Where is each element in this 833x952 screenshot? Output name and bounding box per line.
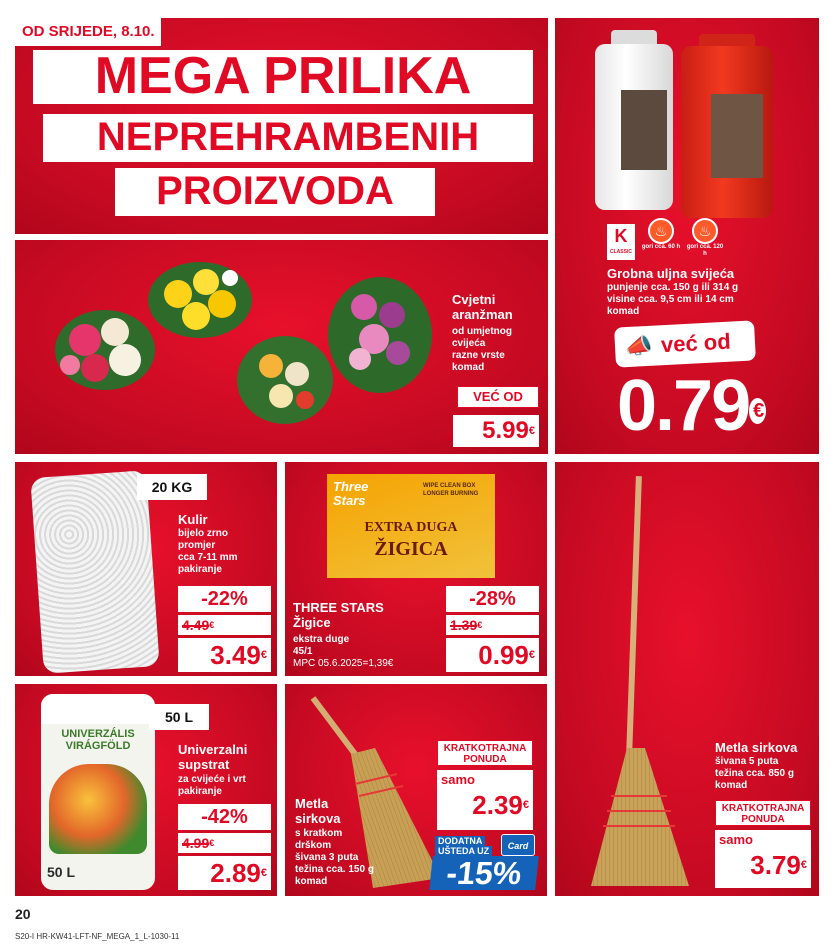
weight-badge: 20 KG (137, 474, 207, 500)
flowers-name: Cvjetni aranžman (452, 292, 513, 322)
candle-name: Grobna uljna svijeća (607, 266, 735, 281)
header-panel (15, 18, 548, 234)
headline-line1: MEGA PRILIKA (33, 50, 533, 104)
flowers-desc: od umjetnog cvijeća razne vrste komad (452, 326, 512, 373)
burn-time-badge-60: ♨ gori cca. 60 h (641, 218, 681, 260)
footer-code: S20-I HR-KW41-LFT-NF_MEGA_1_L-1030-11 (15, 932, 180, 941)
large-broom-price-box: samo 3.79€ (715, 830, 811, 888)
flower-arrangements-image (15, 240, 435, 454)
flame-icon: ♨ (692, 218, 718, 244)
large-broom-desc: šivana 5 puta težina cca. 850 g komad (715, 756, 794, 791)
gravel-price: 3.49€ (178, 638, 271, 672)
megaphone-icon: 📣 (624, 332, 654, 360)
matches-panel (285, 462, 547, 676)
soil-discount: -42% (178, 804, 271, 830)
page-number: 20 (15, 906, 31, 922)
soil-bag-image: UNIVERZÁLIS VIRÁGFÖLD 50 L (41, 694, 155, 890)
matches-name: THREE STARS Žigice (293, 600, 384, 630)
candle-panel (555, 18, 819, 454)
large-broom-name: Metla sirkova (715, 740, 798, 755)
matches-desc: ekstra duge 45/1 MPC 05.6.2025=1,39€ (293, 634, 394, 669)
vec-od-tag: VEĆ OD (457, 386, 539, 408)
red-candle-image (681, 34, 773, 220)
gravel-old-price: 4.49€ (178, 615, 271, 635)
flowers-price: 5.99€ (453, 415, 539, 447)
soil-desc: za cvijeće i vrt pakiranje (178, 774, 246, 797)
small-broom-name: Metla sirkova (295, 796, 341, 826)
small-broom-panel (285, 684, 547, 896)
vec-od-badge: 📣 već od (614, 320, 756, 367)
candle-price: 0.79 € (617, 366, 817, 446)
headline-line3: PROIZVODA (115, 168, 435, 216)
soil-price: 2.89€ (178, 856, 271, 890)
short-offer-tag: KRATKOTRAJNA PONUDA (437, 740, 533, 766)
candle-desc: punjenje cca. 150 g ili 314 g visine cca. 9,5 cm ili 14 cm komad (607, 282, 739, 317)
headline-line2: NEPREHRAMBENIH (43, 114, 533, 162)
matches-discount: -28% (446, 586, 539, 612)
card-icon: Card (501, 834, 535, 856)
gravel-bag-image (30, 470, 159, 674)
kaufland-logo: K CLASSIC (607, 224, 635, 260)
flame-icon: ♨ (648, 218, 674, 244)
gravel-desc: bijelo zrno promjer cca 7-11 mm pakiranje (178, 528, 238, 575)
soil-panel (15, 684, 277, 896)
white-candle-image (595, 30, 673, 212)
matchbox-image: Three Stars WIPE CLEAN BOX LONGER BURNING EXTRA DUGA ŽIGICA (327, 474, 495, 578)
soil-name: Univerzalni supstrat (178, 742, 248, 772)
soil-old-price: 4.99€ (178, 833, 271, 853)
gravel-name: Kulir (178, 512, 208, 527)
card-savings-badge: DODATNA UŠTEDA UZ Card -15% (431, 834, 537, 892)
short-offer-tag: KRATKOTRAJNA PONUDA (715, 800, 811, 826)
volume-badge: 50 L (149, 704, 209, 730)
small-broom-price-box: samo 2.39€ (437, 770, 533, 830)
matches-old-price: 1.39€ (446, 615, 539, 635)
small-broom-desc: s kratkom drškom šivana 3 puta težina cca. 150 g komad (295, 828, 374, 887)
gravel-panel (15, 462, 277, 676)
burn-time-badge-120: ♨ gori cca. 120 h (685, 218, 725, 260)
date-badge: OD SRIJEDE, 8.10. (15, 18, 161, 46)
large-broom-panel (555, 462, 819, 896)
matches-price: 0.99€ (446, 638, 539, 672)
large-broom-image (589, 466, 719, 896)
gravel-discount: -22% (178, 586, 271, 612)
flowers-panel (15, 240, 548, 454)
